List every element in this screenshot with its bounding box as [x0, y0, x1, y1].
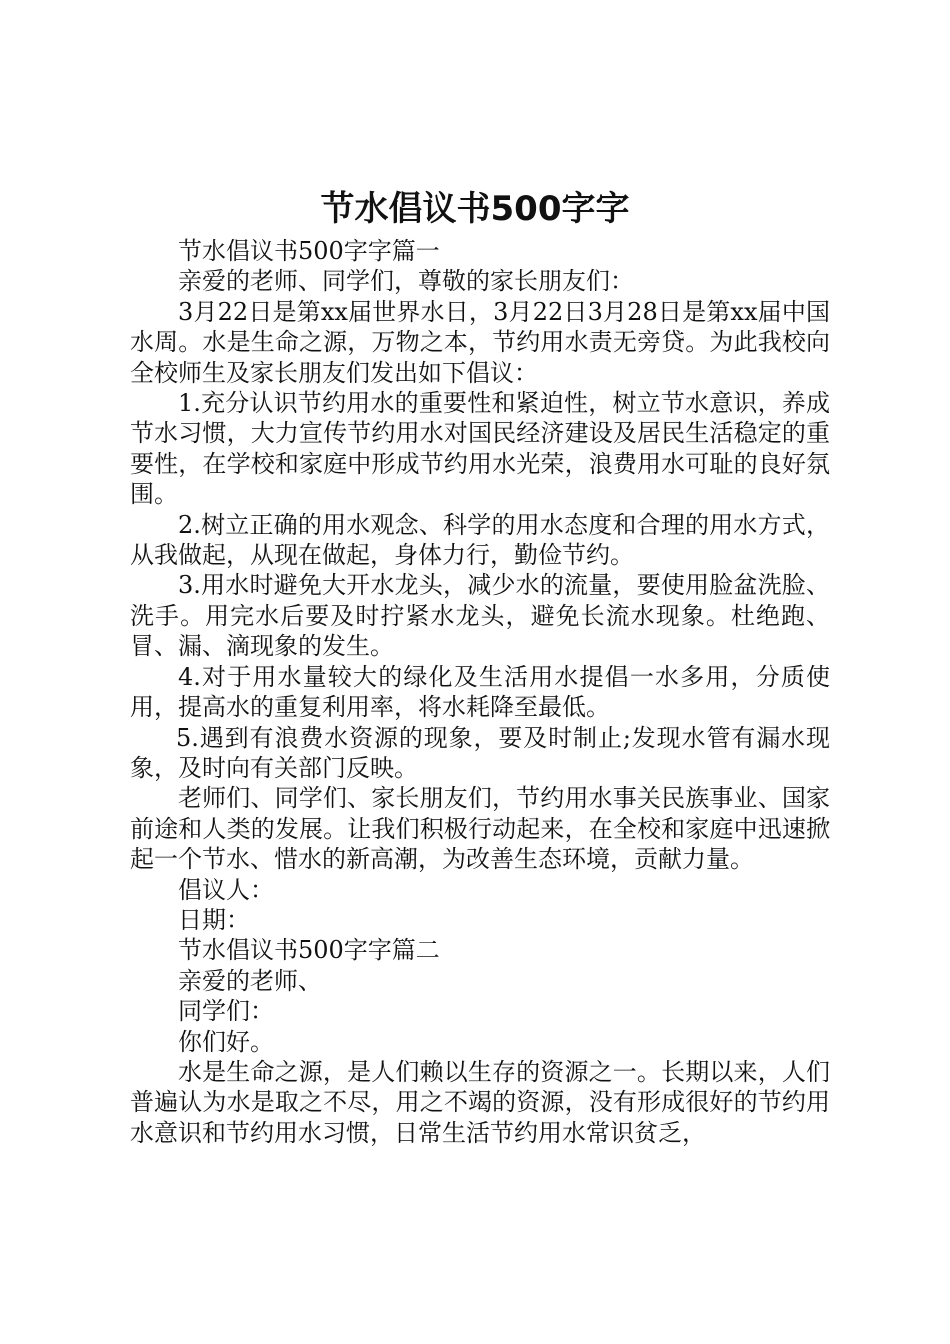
paragraph-closing: 老师们、同学们、家长朋友们，节约用水事关民族事业、国家前途和人类的发展。让我们积极行动起来，在全校和家庭中迅速掀起一个节水、惜水的新高潮，为改善生态环境，贡献力量。 [130, 784, 830, 874]
paragraph-water: 水是生命之源，是人们赖以生存的资源之一。长期以来，人们普遍认为水是取之不尽，用之不竭的资源，没有形成很好的节约用水意识和节约用水习惯，日常生活节约用水常识贫乏， [130, 1057, 830, 1147]
proposal-item-1: 1.充分认识节约用水的重要性和紧迫性，树立节水意识，养成节水习惯，大力宣传节约用水对国民经济建设及居民生活稳定的重要性，在学校和家庭中形成节约用水光荣，浪费用水可耻的良好氛围。 [130, 389, 830, 509]
salutation-2b: 同学们： [178, 997, 274, 1026]
greeting: 你们好。 [178, 1027, 274, 1056]
proposal-item-3: 3.用水时避免大开水龙头，减少水的流量，要使用脸盆洗脸、洗手。用完水后要及时拧紧水龙头，避免长流水现象。杜绝跑、冒、漏、滴现象的发生。 [130, 571, 830, 661]
salutation-2a: 亲爱的老师、 [178, 966, 322, 995]
section-heading-1: 节水倡议书500字字篇一 [178, 237, 440, 265]
paragraph-intro: 3月22日是第xx届世界水日，3月22日3月28日是第xx届中国水周。水是生命之源，万物之本，节约用水责无旁贷。为此我校向全校师生及家长朋友们发出如下倡议： [130, 297, 830, 387]
signature-date: 日期： [178, 905, 250, 934]
proposal-item-5: 5.遇到有浪费水资源的现象，要及时制止;发现水管有漏水现象，及时向有关部门反映。 [130, 723, 830, 782]
proposal-item-2: 2.树立正确的用水观念、科学的用水态度和合理的用水方式，从我做起，从现在做起，身体力行，勤俭节约。 [130, 510, 830, 570]
document-body [130, 236, 830, 1148]
document-title: 节水倡议书500字字 [320, 189, 630, 229]
signature-proposer: 倡议人： [178, 875, 274, 904]
section-heading-2: 节水倡议书500字字篇二 [178, 936, 440, 965]
proposal-item-4: 4.对于用水量较大的绿化及生活用水提倡一水多用，分质使用，提高水的重复利用率，将水耗降至最低。 [130, 662, 830, 722]
salutation: 亲爱的老师、同学们，尊敬的家长朋友们： [178, 267, 634, 296]
